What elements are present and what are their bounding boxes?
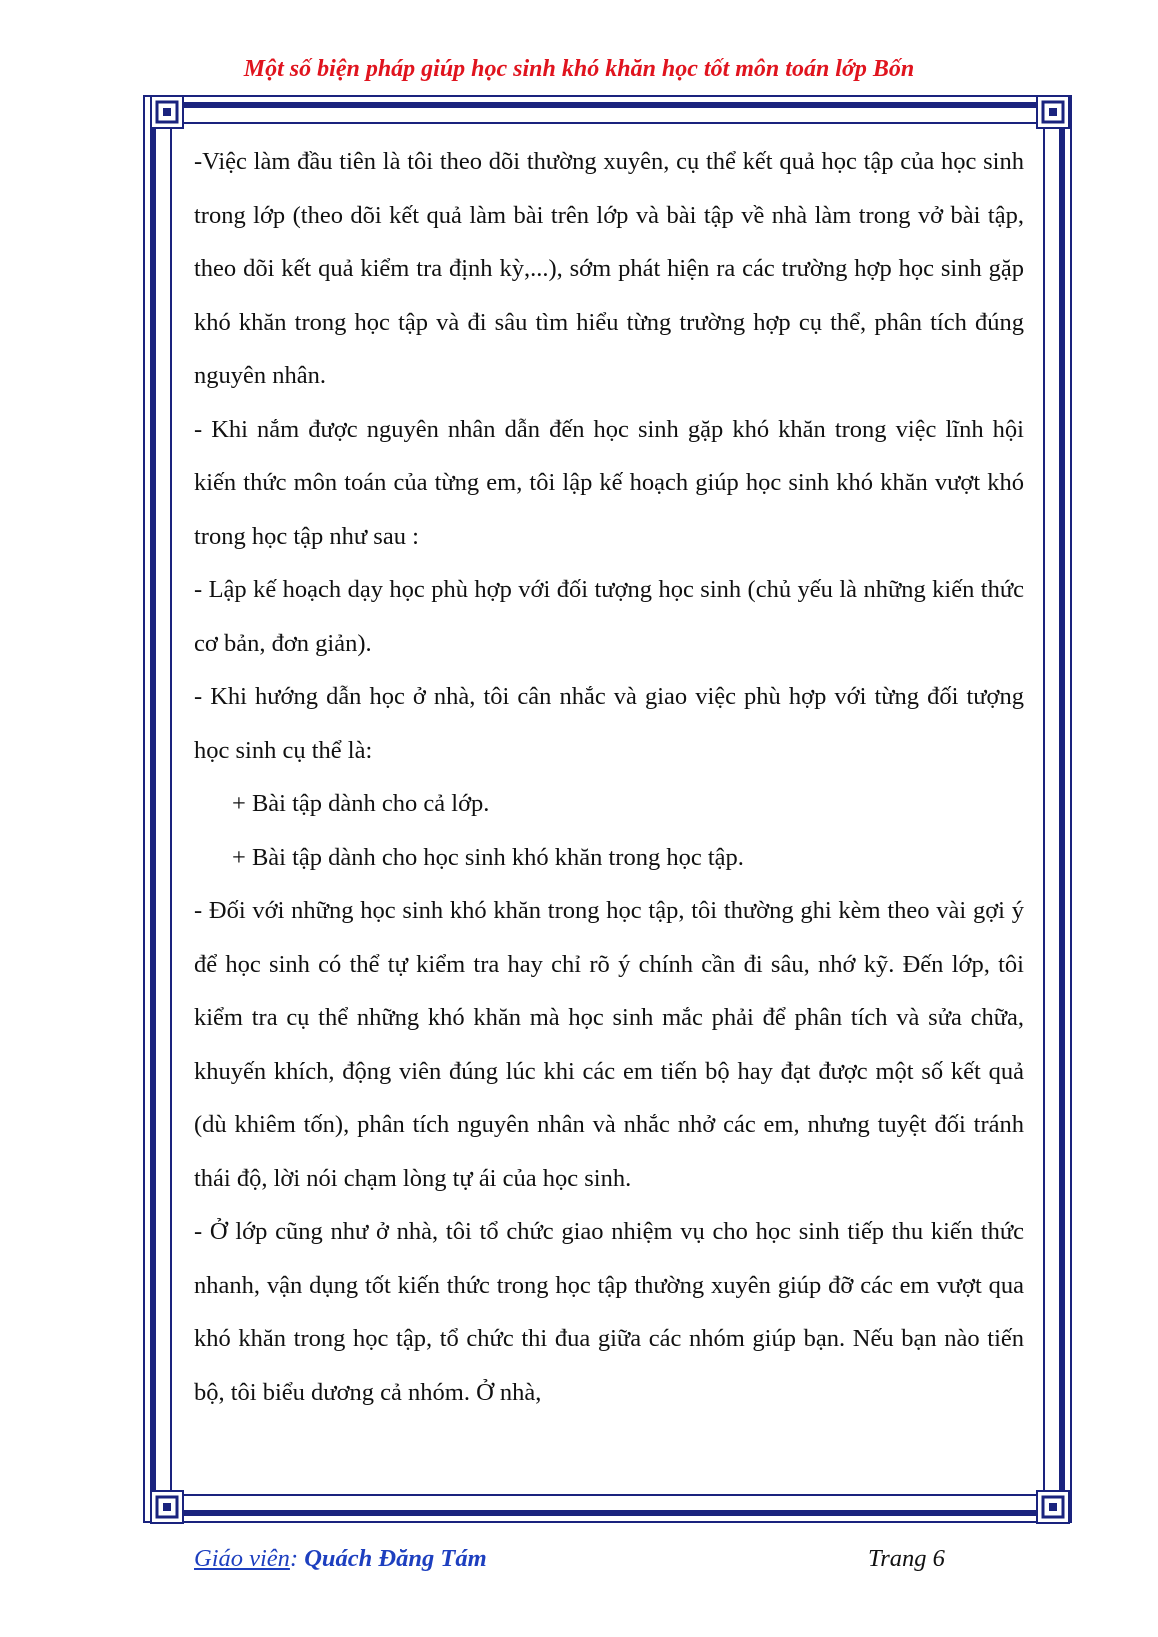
teacher-label-colon: :	[289, 1545, 299, 1572]
border-corner-ornament-icon	[150, 1490, 184, 1524]
body-paragraph: - Lập kế hoạch dạy học phù hợp với đối tượng học sinh (chủ yếu là những kiến thức cơ bản, đơn giản).	[194, 576, 1024, 657]
border-corner-ornament-icon	[1036, 95, 1070, 129]
document-body	[194, 135, 1024, 1419]
footer-teacher	[194, 1545, 487, 1573]
teacher-name: Quách Đăng Tám	[304, 1545, 487, 1572]
border-corner-ornament-icon	[1036, 1490, 1070, 1524]
teacher-label: Giáo viên	[194, 1545, 290, 1572]
page-number: Trang 6	[868, 1545, 945, 1572]
document-header-title: Một số biện pháp giúp học sinh khó khăn học tốt môn toán lớp Bốn	[243, 56, 915, 82]
body-paragraph: - Khi hướng dẫn học ở nhà, tôi cân nhắc và giao việc phù hợp với từng đối tượng học sinh cụ thể là:	[194, 683, 1024, 764]
body-paragraph: -Việc làm đầu tiên là tôi theo dõi thường xuyên, cụ thể kết quả học tập của học sinh trong lớp (theo dõi kết quả làm bài trên lớp và bài tập về nhà làm trong vở bài tập, theo dõi kết quả kiểm tra định kỳ,...), sớm phát hiện ra các trường hợp học sinh gặp khó khăn trong học tập và đi sâu tìm hiểu từng trường hợp cụ thể, phân tích đúng nguyên nhân.	[194, 148, 1024, 389]
border-corner-ornament-icon	[150, 95, 184, 129]
body-paragraph: - Ở lớp cũng như ở nhà, tôi tổ chức giao nhiệm vụ cho học sinh tiếp thu kiến thức nhanh, vận dụng tốt kiến thức trong học tập thường xuyên giúp đỡ các em vượt qua khó khăn trong học tập, tổ chức thi đua giữa các nhóm giúp bạn. Nếu bạn nào tiến bộ, tôi biểu dương cả nhóm. Ở nhà,	[194, 1218, 1024, 1406]
body-list-item: + Bài tập dành cho cả lớp.	[232, 790, 490, 817]
body-paragraph: - Đối với những học sinh khó khăn trong học tập, tôi thường ghi kèm theo vài gợi ý để học sinh có thể tự kiểm tra hay chỉ rõ ý chính cần đi sâu, nhớ kỹ. Đến lớp, tôi kiểm tra cụ thể những khó khăn mà học sinh mắc phải để phân tích và sửa chữa, khuyến khích, động viên đúng lúc khi các em tiến bộ hay đạt được một số kết quả (dù khiêm tốn), phân tích nguyên nhân và nhắc nhở các em, nhưng tuyệt đối tránh thái độ, lời nói chạm lòng tự ái của học sinh.	[194, 897, 1024, 1192]
body-paragraph: - Khi nắm được nguyên nhân dẫn đến học sinh gặp khó khăn trong việc lĩnh hội kiến thức môn toán của từng em, tôi lập kế hoạch giúp học sinh khó khăn vượt khó trong học tập như sau :	[194, 415, 1024, 550]
body-list-item: + Bài tập dành cho học sinh khó khăn trong học tập.	[232, 843, 744, 871]
